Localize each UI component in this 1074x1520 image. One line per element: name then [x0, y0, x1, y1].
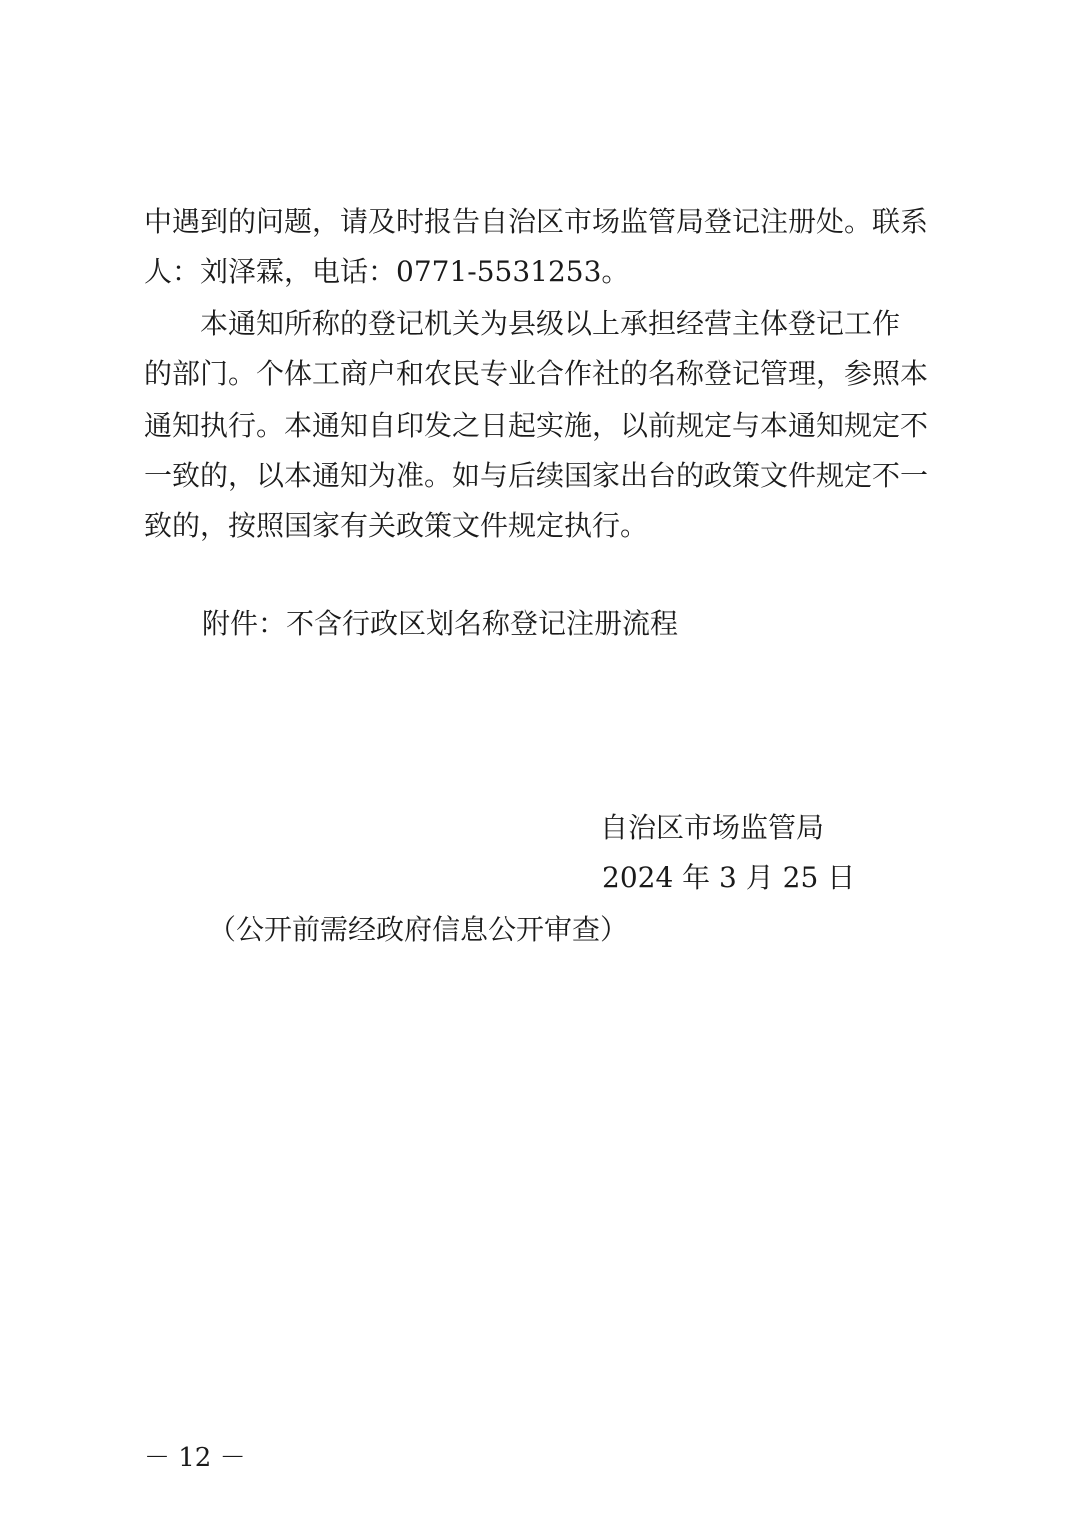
attachment-line: 附件：不含行政区划名称登记注册流程	[202, 607, 679, 640]
paragraph-line: 人：刘泽霖，电话：0771-5531253。	[144, 255, 630, 288]
page-number: － 12 －	[144, 1443, 246, 1473]
paragraph-line: 本通知所称的登记机关为县级以上承担经营主体登记工作	[144, 307, 901, 340]
paragraph-line: 一致的，以本通知为准。如与后续国家出台的政策文件规定不一	[144, 459, 929, 492]
paragraph-line: 通知执行。本通知自印发之日起实施，以前规定与本通知规定不	[144, 409, 929, 442]
signature-organization: 自治区市场监管局	[600, 811, 825, 844]
review-note: （公开前需经政府信息公开审查）	[208, 913, 629, 946]
paragraph-line: 的部门。个体工商户和农民专业合作社的名称登记管理，参照本	[144, 357, 929, 390]
paragraph-line: 中遇到的问题，请及时报告自治区市场监管局登记注册处。联系	[144, 205, 929, 238]
paragraph-line: 致的，按照国家有关政策文件规定执行。	[144, 509, 649, 542]
signature-date: 2024 年 3 月 25 日	[602, 861, 856, 894]
